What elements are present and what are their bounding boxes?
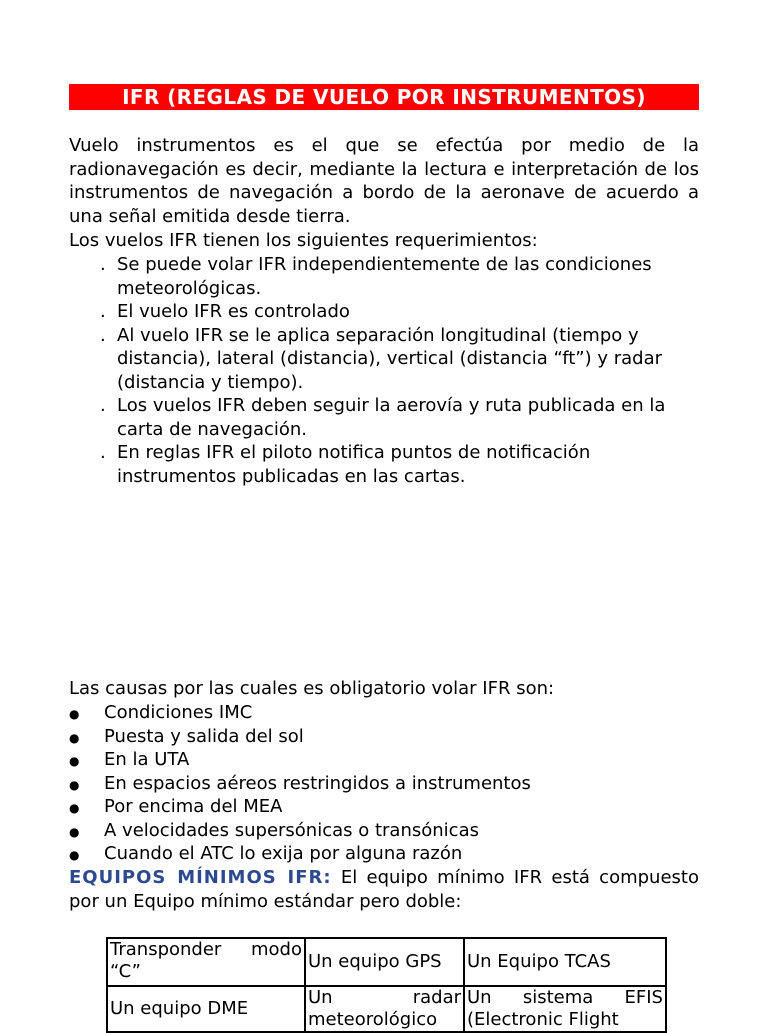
- list-item: . Se puede volar IFR independientemente de las condiciones meteorológicas.: [100, 254, 652, 299]
- causes-list: [69, 701, 689, 866]
- list-item: ● En la UTA: [69, 748, 689, 772]
- bullet-icon: ●: [69, 824, 80, 839]
- list-item: . Al vuelo IFR se le aplica separación longitudinal (tiempo y distancia), lateral (distancia), vertical (distancia “ft”) y radar (distancia y tiempo).: [100, 324, 663, 393]
- page-title: IFR (REGLAS DE VUELO POR INSTRUMENTOS): [69, 84, 699, 110]
- table-cell: Un equipo DME: [107, 986, 305, 1032]
- requirements-heading: Los vuelos IFR tienen los siguientes requerimientos:: [69, 230, 538, 251]
- bullet-icon: ●: [69, 730, 80, 745]
- table-cell: Un sistema EFIS (Electronic Flight: [464, 986, 666, 1032]
- list-item: ● Puesta y salida del sol: [69, 725, 689, 749]
- causes-heading: Las causas por las cuales es obligatorio volar IFR son:: [69, 678, 555, 699]
- requirements-list: [100, 253, 700, 488]
- table-cell: Un Equipo TCAS: [464, 938, 666, 986]
- equipment-text: El equipo mínimo IFR está compuesto por un Equipo mínimo estándar pero doble:: [69, 867, 699, 912]
- list-item: . En reglas IFR el piloto notifica puntos de notificación instrumentos publicadas en las cartas.: [100, 442, 591, 487]
- bullet-icon: ●: [69, 777, 80, 792]
- list-item: ● A velocidades supersónicas o transónicas: [69, 819, 689, 843]
- table-cell: Transponder modo “C”: [107, 938, 305, 986]
- list-item: ● Cuando el ATC lo exija por alguna razón: [69, 842, 689, 866]
- equipment-label: EQUIPOS MÍNIMOS IFR:: [69, 867, 332, 888]
- list-item: . Los vuelos IFR deben seguir la aerovía y ruta publicada en la carta de navegación.: [100, 395, 666, 440]
- list-item: ● En espacios aéreos restringidos a instrumentos: [69, 772, 689, 796]
- table-cell: Un equipo GPS: [305, 938, 464, 986]
- intro-paragraph: Vuelo instrumentos es el que se efectúa por medio de la radionavegación es decir, mediante la lectura e interpretación de los instrumentos de navegación a bordo de la aeronave de acuerdo a una señal emitida desde tierra.: [69, 135, 699, 227]
- equipment-table: [106, 937, 667, 1033]
- bullet-icon: ●: [69, 754, 80, 768]
- list-item: ● Por encima del MEA: [69, 795, 689, 819]
- bullet-icon: ●: [69, 848, 80, 862]
- equipment-paragraph: [69, 866, 699, 913]
- table-row: [107, 938, 666, 986]
- list-item: . El vuelo IFR es controlado: [100, 301, 350, 322]
- table-cell: Un radar meteorológico: [305, 986, 464, 1032]
- table-row: [107, 986, 666, 1032]
- list-item: ● Condiciones IMC: [69, 701, 689, 725]
- bullet-icon: ●: [69, 707, 80, 721]
- bullet-icon: ●: [69, 801, 80, 815]
